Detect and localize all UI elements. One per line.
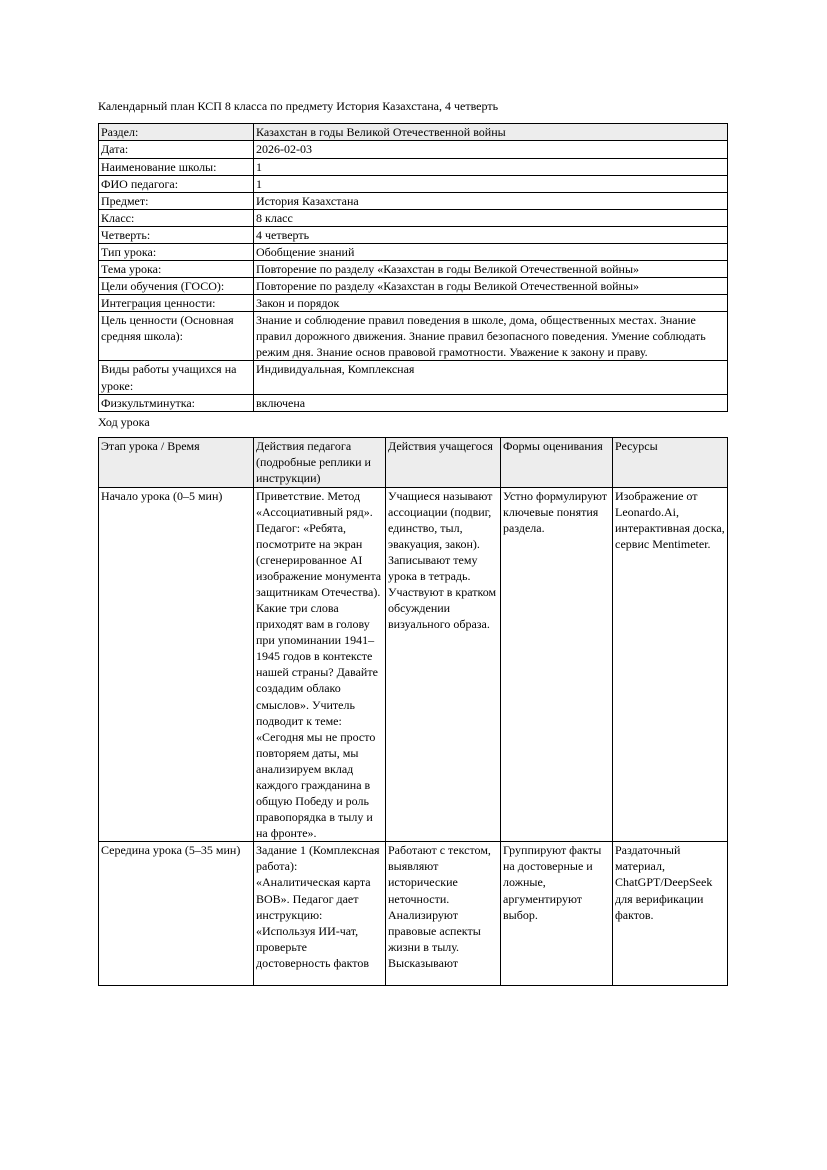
info-label: Физкультминутка:	[99, 394, 254, 411]
info-value: 2026-02-03	[254, 141, 728, 158]
lesson-resources-cell: Раздаточный материал, ChatGPT/DeepSeek для верификации фактов.	[613, 842, 728, 986]
lesson-student-actions-cell: Работают с текстом, выявляют исторические неточности. Анализируют правовые аспекты жизни в тылу. Высказывают	[386, 842, 501, 986]
info-row	[99, 192, 728, 209]
info-row	[99, 312, 728, 361]
lesson-student-actions-cell: Учащиеся называют ассоциации (подвиг, единство, тыл, эвакуация, закон). Записывают тему урока в тетрадь. Участвуют в кратком обсуждении визуального образа.	[386, 487, 501, 842]
info-value: Обобщение знаний	[254, 243, 728, 260]
info-value: Повторение по разделу «Казахстан в годы Великой Отечественной войны»	[254, 261, 728, 278]
section-heading: Ход урока	[98, 414, 150, 429]
info-value: 8 класс	[254, 209, 728, 226]
info-label: Цель ценности (Основная средняя школа):	[99, 312, 254, 361]
column-header-student-actions: Действия учащегося	[386, 438, 501, 487]
lesson-row	[99, 842, 728, 986]
info-row	[99, 243, 728, 260]
lesson-teacher-actions-cell: Приветствие. Метод «Ассоциативный ряд». Педагог: «Ребята, посмотрите на экран (сгенерированное AI изображение монумента защитникам Отечества). Какие три слова приходят вам в голову при упоминании 1941–1945 годов в контексте нашей страны? Давайте создадим облако смыслов». Учитель подводит к теме: «Сегодня мы не просто повторяем даты, мы анализируем вклад каждого гражданина в общую Победу и роль правопорядка в тылу и на фронте».	[254, 487, 386, 842]
info-value: 1	[254, 158, 728, 175]
info-row	[99, 209, 728, 226]
column-header-stage: Этап урока / Время	[99, 438, 254, 487]
info-label: Тип урока:	[99, 243, 254, 260]
lesson-header-row	[99, 438, 728, 487]
lesson-teacher-actions-cell: Задание 1 (Комплексная работа): «Аналитическая карта ВОВ». Педагог дает инструкцию: «Используя ИИ-чат, проверьте достоверность фактов	[254, 842, 386, 986]
info-row	[99, 158, 728, 175]
info-row	[99, 361, 728, 394]
column-header-teacher-actions: Действия педагога (подробные реплики и инструкции)	[254, 438, 386, 487]
page-title: Календарный план КСП 8 класса по предмету История Казахстана, 4 четверть	[98, 99, 499, 113]
info-label: Раздел:	[99, 124, 254, 141]
info-value: Закон и порядок	[254, 295, 728, 312]
info-row	[99, 141, 728, 158]
lesson-stage-cell: Начало урока (0–5 мин)	[99, 487, 254, 842]
info-label: Виды работы учащихся на уроке:	[99, 361, 254, 394]
lesson-table	[98, 437, 728, 986]
info-label: ФИО педагога:	[99, 175, 254, 192]
info-value: включена	[254, 394, 728, 411]
lesson-assessment-cell: Устно формулируют ключевые понятия раздела.	[501, 487, 613, 842]
info-label: Класс:	[99, 209, 254, 226]
info-row	[99, 394, 728, 411]
column-header-resources: Ресурсы	[613, 438, 728, 487]
document-content	[98, 99, 727, 986]
lesson-stage-cell: Середина урока (5–35 мин)	[99, 842, 254, 986]
info-value: Знание и соблюдение правил поведения в школе, дома, общественных местах. Знание правил дорожного движения. Знание правил безопасного поведения. Умение соблюдать режим дня. Знание основ правовой грамотности. Уважение к закону и праву.	[254, 312, 728, 361]
info-table	[98, 123, 728, 411]
info-label: Дата:	[99, 141, 254, 158]
info-value: История Казахстана	[254, 192, 728, 209]
info-value: 4 четверть	[254, 226, 728, 243]
lesson-row	[99, 487, 728, 842]
info-label: Цели обучения (ГОСО):	[99, 278, 254, 295]
lesson-resources-cell: Изображение от Leonardo.Ai, интерактивная доска, сервис Mentimeter.	[613, 487, 728, 842]
info-row	[99, 226, 728, 243]
info-label: Тема урока:	[99, 261, 254, 278]
info-row	[99, 295, 728, 312]
info-label: Предмет:	[99, 192, 254, 209]
info-value: 1	[254, 175, 728, 192]
info-row	[99, 261, 728, 278]
info-label: Интеграция ценности:	[99, 295, 254, 312]
info-value: Повторение по разделу «Казахстан в годы Великой Отечественной войны»	[254, 278, 728, 295]
column-header-assessment: Формы оценивания	[501, 438, 613, 487]
info-label: Четверть:	[99, 226, 254, 243]
info-value: Индивидуальная, Комплексная	[254, 361, 728, 394]
info-row	[99, 278, 728, 295]
info-row	[99, 124, 728, 141]
info-value: Казахстан в годы Великой Отечественной войны	[254, 124, 728, 141]
lesson-assessment-cell: Группируют факты на достоверные и ложные, аргументируют выбор.	[501, 842, 613, 986]
info-row	[99, 175, 728, 192]
info-label: Наименование школы:	[99, 158, 254, 175]
